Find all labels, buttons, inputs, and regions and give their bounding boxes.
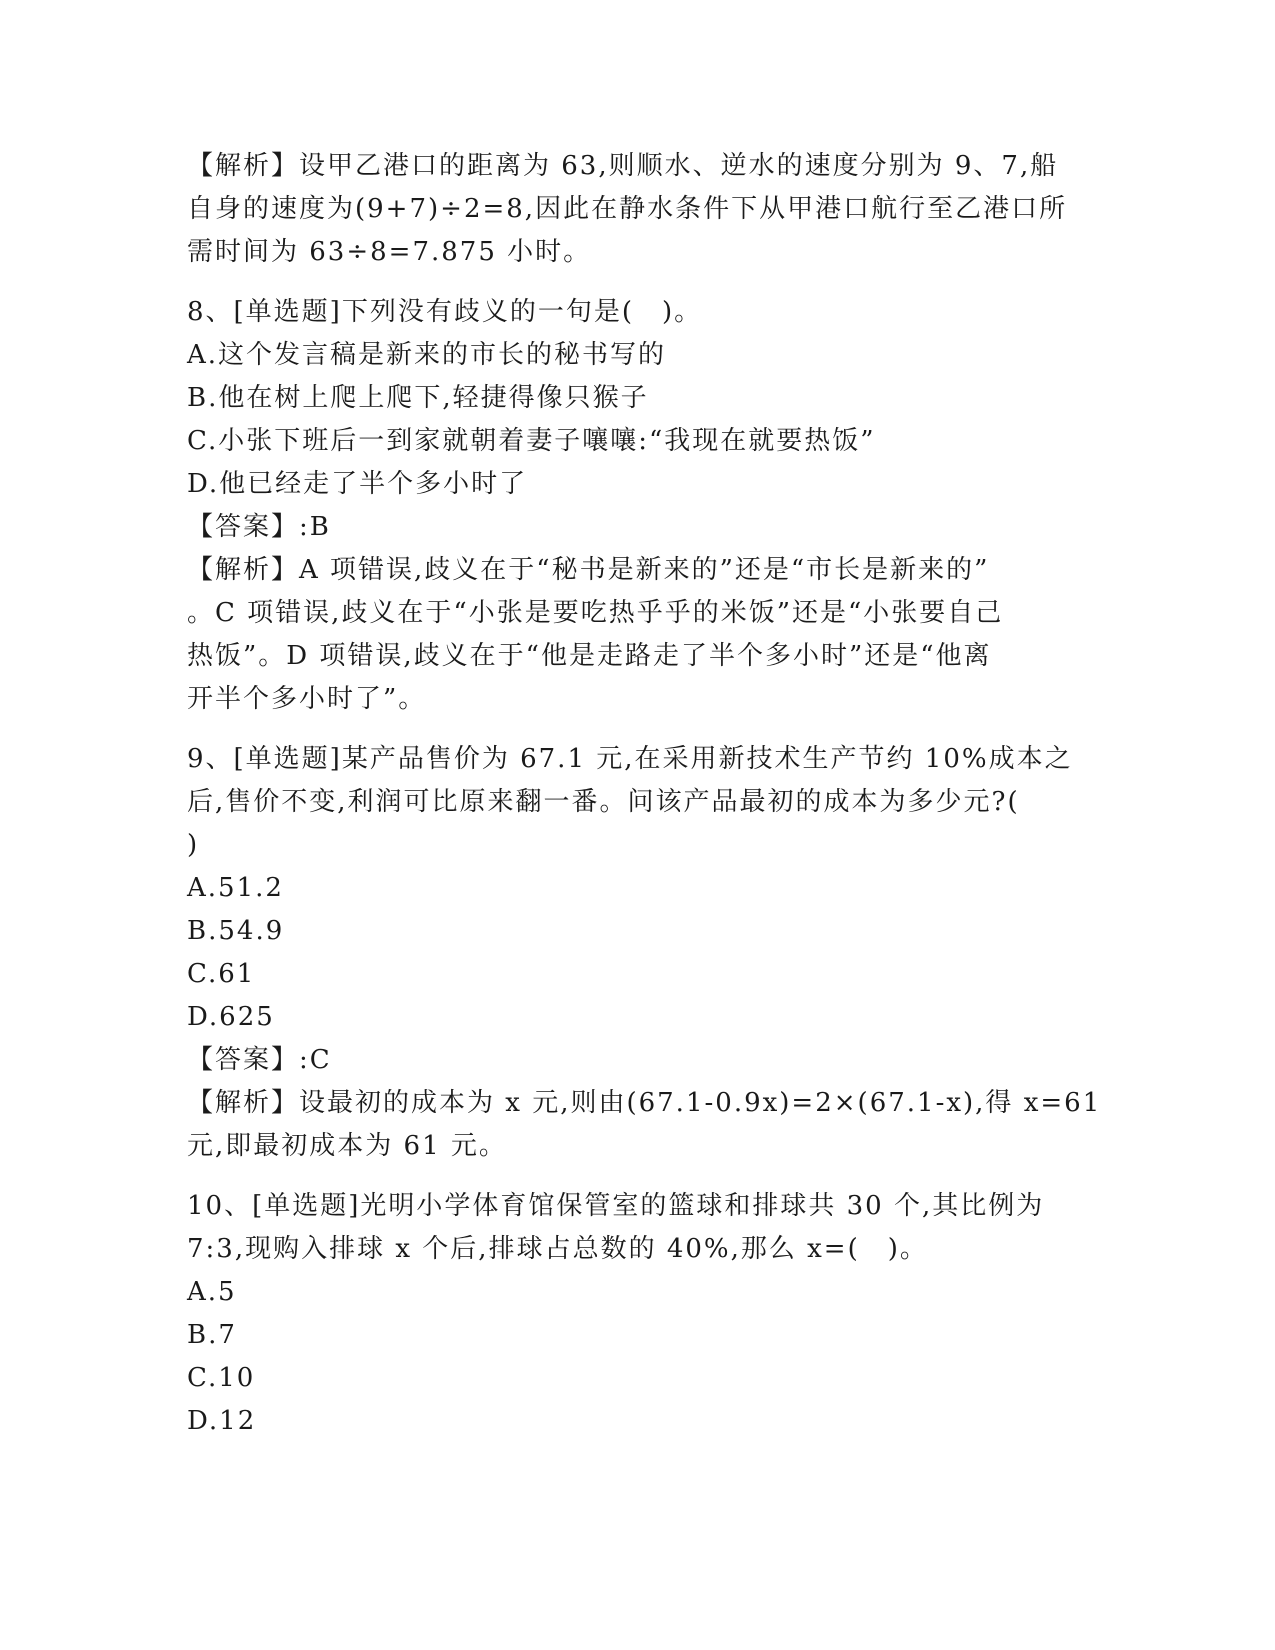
analysis-line: 【解析】设最初的成本为 x 元,则由(67.1-0.9x)=2×(67.1-x),得 x=61 [187,1088,1102,1118]
answer-line: 【答案】:C [187,1045,332,1075]
option-d: D.12 [187,1406,257,1436]
option-a: A.5 [187,1277,237,1307]
option-b: B.7 [187,1320,237,1350]
question-stem: 10、[单选题]光明小学体育馆保管室的篮球和排球共 30 个,其比例为 [187,1191,1045,1221]
answer-line: 【答案】:B [187,512,331,542]
question-stem: ) [187,830,200,860]
analysis-line: 自身的速度为(9+7)÷2=8,因此在静水条件下从甲港口航行至乙港口所 [187,194,1068,224]
question-stem: 后,售价不变,利润可比原来翻一番。问该产品最初的成本为多少元?( [187,787,1020,817]
option-b: B.54.9 [187,916,285,946]
option-c: C.小张下班后一到家就朝着妻子嚷嚷:“我现在就要热饭” [187,426,876,456]
option-c: C.10 [187,1363,256,1393]
analysis-line: 需时间为 63÷8=7.875 小时。 [187,237,592,267]
question-10 [187,1185,1087,1443]
analysis-line: 元,即最初成本为 61 元。 [187,1131,507,1161]
option-a: A.这个发言稿是新来的市长的秘书写的 [187,340,667,370]
analysis-line: 。C 项错误,歧义在于“小张是要吃热乎乎的米饭”还是“小张要自己 [187,598,1004,628]
option-d: D.625 [187,1002,275,1032]
option-d: D.他已经走了半个多小时了 [187,469,528,499]
option-a: A.51.2 [187,873,284,903]
analysis-line: 【解析】A 项错误,歧义在于“秘书是新来的”还是“市长是新来的” [187,555,990,585]
document-page [187,145,1102,1443]
question-stem: 8、[单选题]下列没有歧义的一句是( )。 [187,297,703,327]
question-stem: 9、[单选题]某产品售价为 67.1 元,在采用新技术生产节约 10%成本之 [187,744,1073,774]
question-9 [187,738,1102,1168]
question-stem: 7:3,现购入排球 x 个后,排球占总数的 40%,那么 x=( )。 [187,1234,928,1264]
analysis-line: 【解析】设甲乙港口的距离为 63,则顺水、逆水的速度分别为 9、7,船 [187,151,1059,181]
analysis-q7 [187,145,1087,274]
analysis-line: 开半个多小时了”。 [187,684,427,714]
analysis-line: 热饭”。D 项错误,歧义在于“他是走路走了半个多小时”还是“他离 [187,641,992,671]
question-8 [187,291,1087,721]
option-b: B.他在树上爬上爬下,轻捷得像只猴子 [187,383,649,413]
option-c: C.61 [187,959,256,989]
